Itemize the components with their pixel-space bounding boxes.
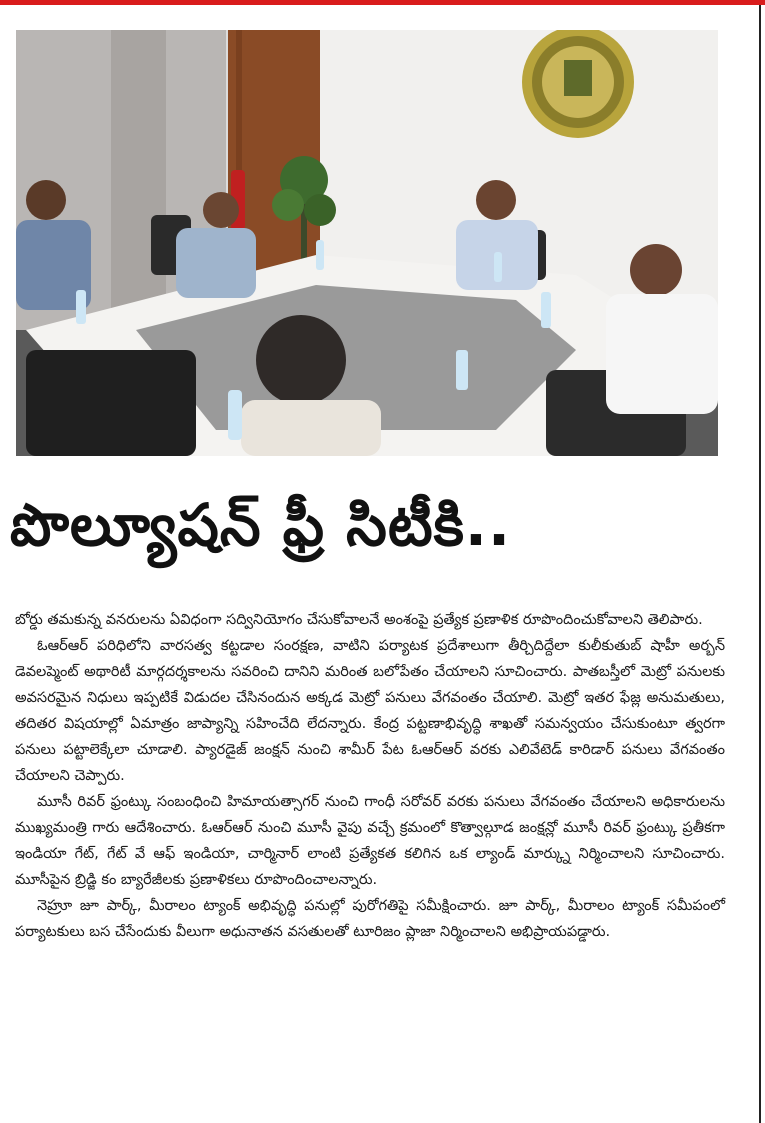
article-paragraph: బోర్డు తమకున్న వనరులను ఏవిధంగా సద్వినియోగం చేసుకోవాలనే అంశంపై ప్రత్యేక ప్రణాళిక రూపొందించుకోవాలని తెలిపారు. — [15, 612, 703, 628]
article-body — [15, 607, 725, 945]
headline: పొల్యూషన్ ఫ్రీ సిటీకి.. — [10, 491, 512, 559]
article-paragraph: ఓఆర్ఆర్ పరిధిలోని వారసత్వ కట్టడాల సంరక్షణ, వాటిని పర్యాటక ప్రదేశాలుగా తీర్చిదిద్దేలా కులీకుతుబ్ షాహీ అర్బన్ డెవలప్మెంట్ అథారిటీ మార్గదర్శకాలను సవరించి దానిని మరింత బలోపేతం చేయాలని సూచించారు. పాతబస్తీలో మెట్రో పనులకు అవసరమైన నిధులు ఇప్పటికే విడుదల చేసినందున అక్కడ మెట్రో పనులు వేగవంతం చేయాలి. మెట్రో ఇతర ఫేజ్ల అనుమతులు, తదితర విషయాల్లో ఏమాత్రం జాప్యాన్ని సహించేది లేదన్నారు. కేంద్ర పట్టణాభివృద్ధి శాఖతో సమన్వయం చేసుకుంటూ త్వరగా పనులు పట్టాలెక్కేలా చూడాలి. ప్యారడైజ్ జంక్షన్ నుంచి శామీర్ పేట ఓఆర్ఆర్ వరకు ఎలివేటెడ్ కారిడార్ పనులు వేగవంతం చేయాలని చెప్పారు. — [15, 638, 725, 784]
meeting-room-photo — [16, 30, 718, 456]
government-emblem-icon — [522, 30, 634, 138]
article-paragraph: మూసీ రివర్ ఫ్రంట్కు సంబంధించి హిమాయత్సాగర్ నుంచి గాంధీ సరోవర్ వరకు పనులు వేగవంతం చేయాలని అధికారులను ముఖ్యమంత్రి గారు ఆదేశించారు. ఓఆర్ఆర్ నుంచి మూసీ వైపు వచ్చే క్రమంలో కొత్వాల్గూడ జంక్షన్లో మూసీ రివర్ ఫ్రంట్కు ప్రతీకగా ఇండియా గేట్, గేట్ వే ఆఫ్ ఇండియా, చార్మినార్ లాంటి ప్రత్యేకత కలిగిన ఒక ల్యాండ్ మార్క్ను నిర్మించాలని సూచించారు. మూసీపైన బ్రిడ్జి కం బ్యారేజీలకు ప్రణాళికలు రూపొందించాలన్నారు. — [15, 794, 725, 888]
top-accent-bar — [0, 0, 765, 5]
article-paragraph: నెహ్రూ జూ పార్క్, మీరాలం ట్యాంక్ అభివృద్ధి పనుల్లో పురోగతిపై సమీక్షించారు. జూ పార్క్, మీరాలం ట్యాంక్ సమీపంలో పర్యాటకులు బస చేసేందుకు వీలుగా అధునాతన వసతులతో టూరిజం ప్లాజా నిర్మించాలని అభిప్రాయపడ్డారు. — [15, 898, 725, 940]
column-divider — [759, 5, 761, 1123]
